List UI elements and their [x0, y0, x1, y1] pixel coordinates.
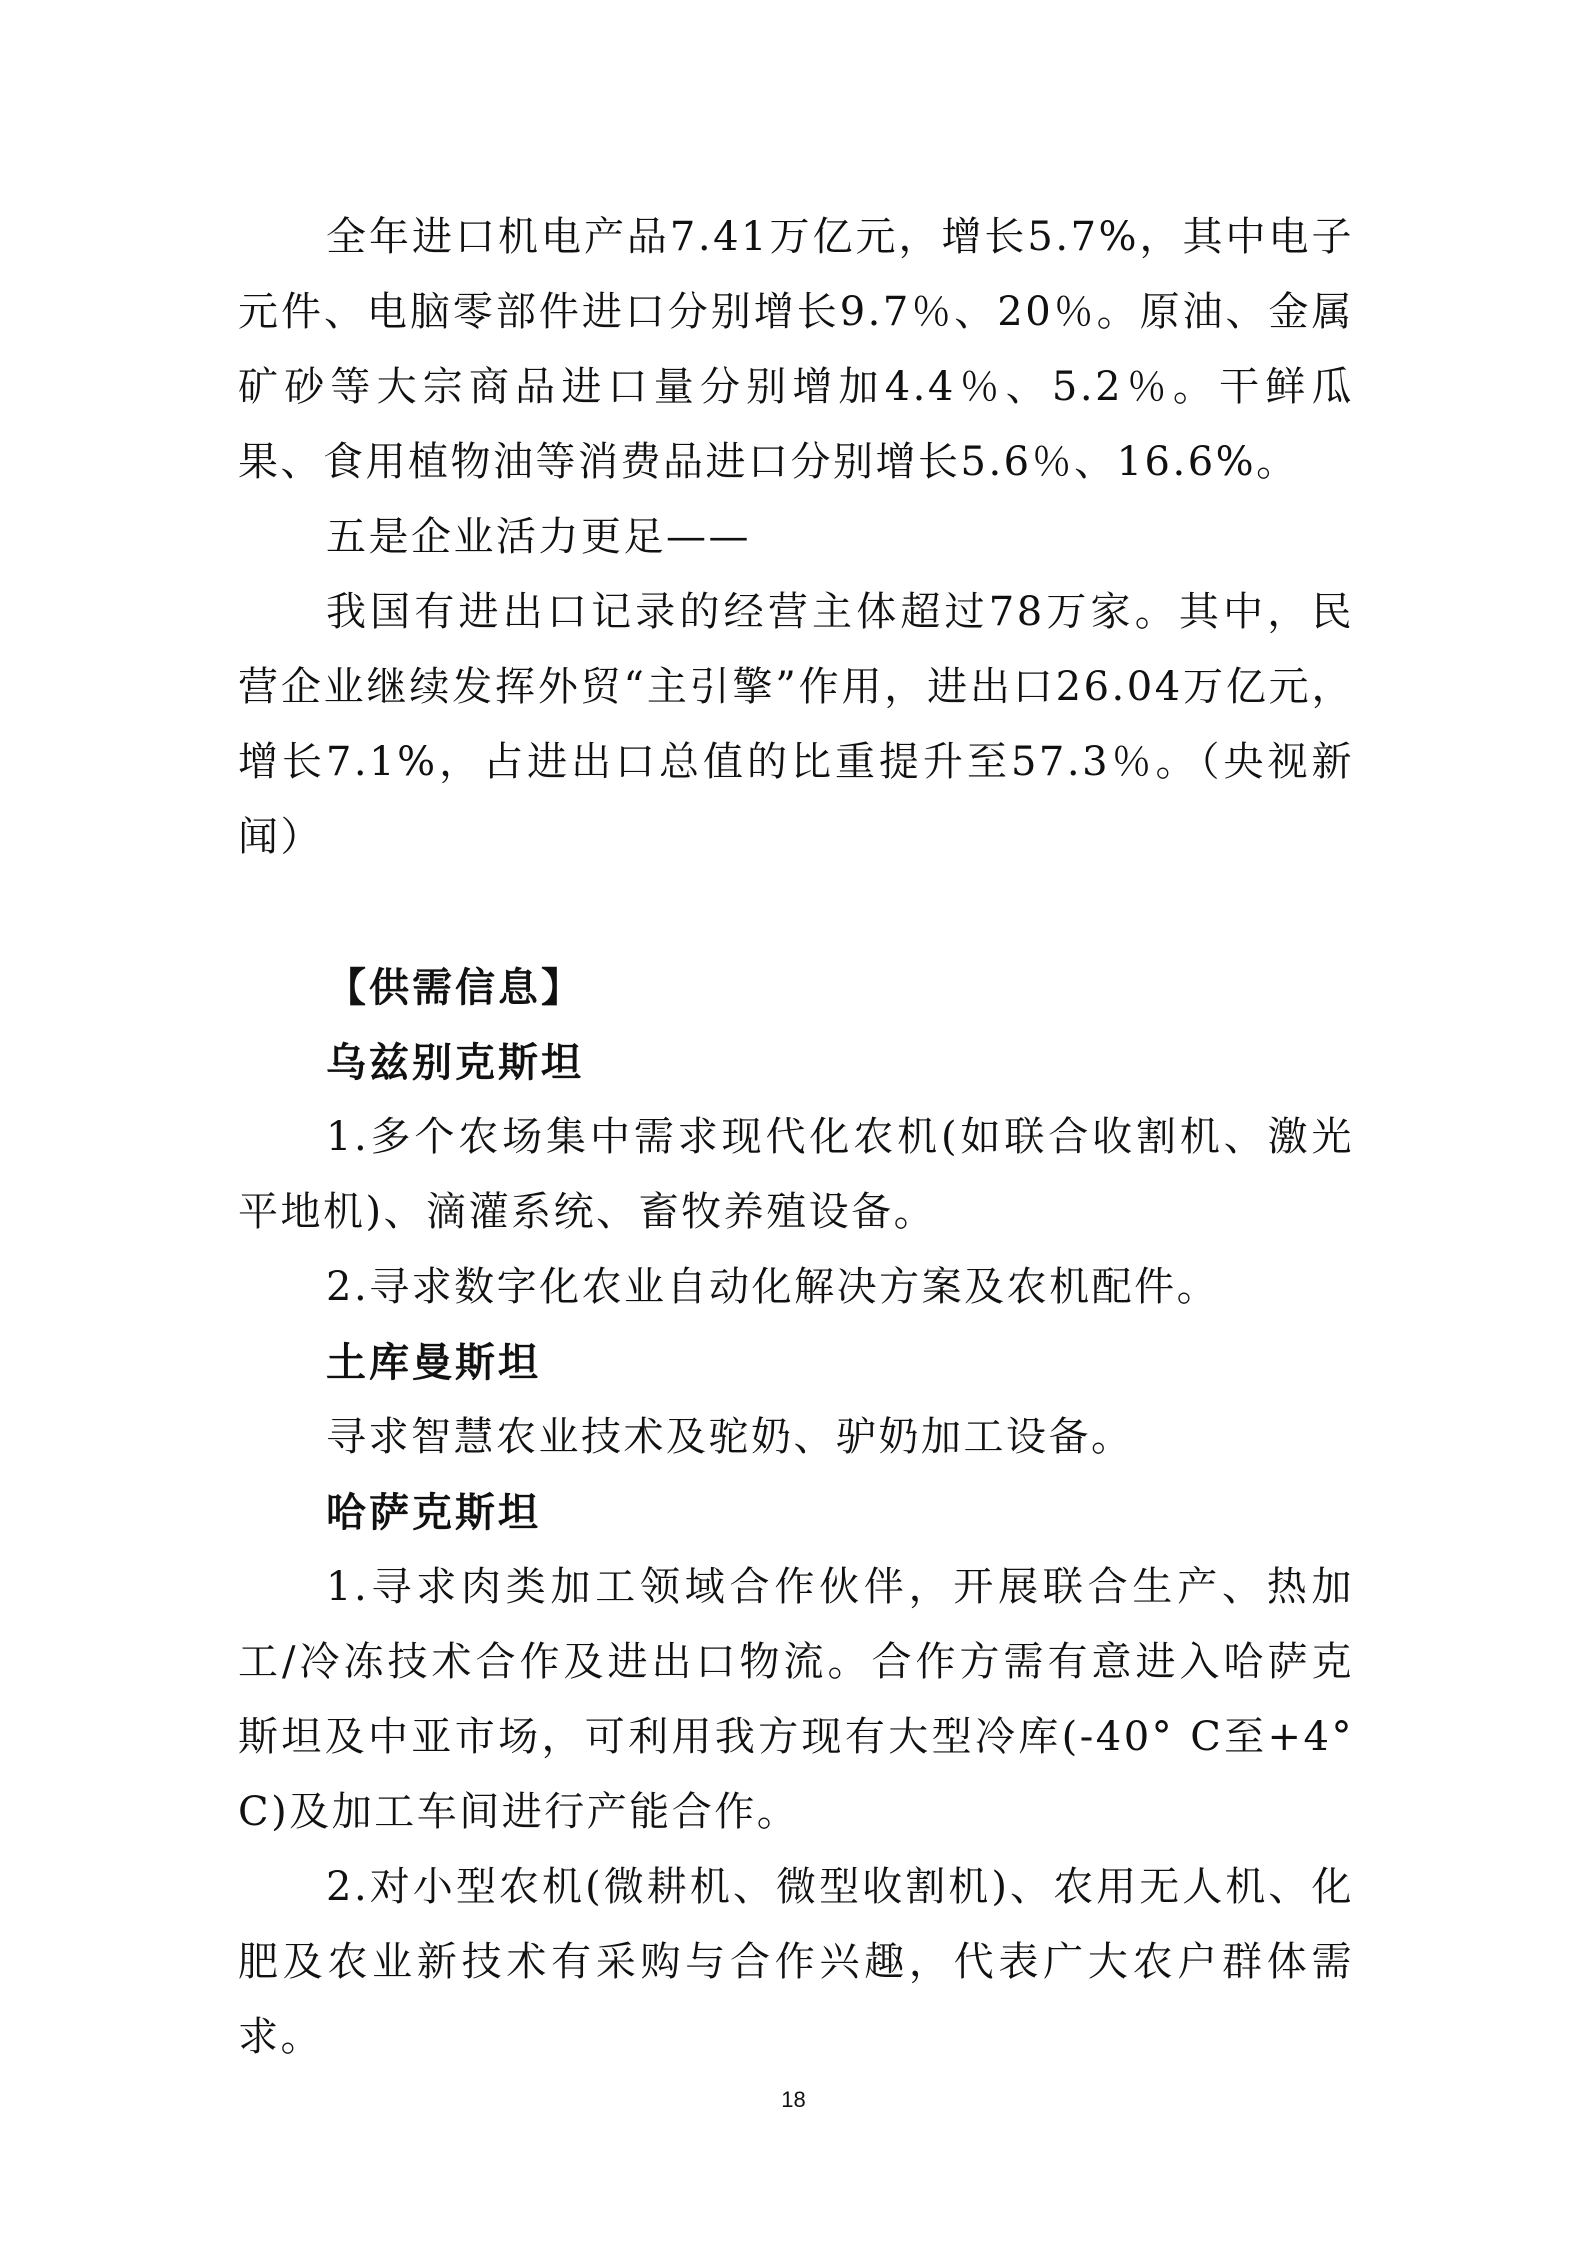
enterprises-paragraph: 我国有进出口记录的经营主体超过78万家。其中，民营企业继续发挥外贸“主引擎”作用，进出口26.04万亿元，增长7.1%，占进出口总值的比重提升至57.3％。（央视新闻） — [238, 589, 1354, 860]
turkmenistan-item-1: 寻求智慧农业技术及驼奶、驴奶加工设备。 — [326, 1414, 1134, 1460]
kazakhstan-item-1: 1.寻求肉类加工领域合作伙伴，开展联合生产、热加工/冷冻技术合作及进出口物流。合作方需有意进入哈萨克斯坦及中亚市场，可利用我方现有大型冷库(-40° C至+4° C)及加工车间进行产能合作。 — [238, 1564, 1354, 1835]
country-heading-kazakhstan: 哈萨克斯坦 — [326, 1489, 541, 1536]
uzbekistan-item-1: 1.多个农场集中需求现代化农机(如联合收割机、激光平地机)、滴灌系统、畜牧养殖设备。 — [238, 1114, 1354, 1235]
country-heading-turkmenistan: 土库曼斯坦 — [326, 1339, 541, 1386]
supply-demand-section-title: 【供需信息】 — [326, 964, 584, 1011]
kazakhstan-item-2: 2.对小型农机(微耕机、微型收割机)、农用无人机、化肥及农业新技术有采购与合作兴趣，代表广大农户群体需求。 — [238, 1864, 1354, 2060]
uzbekistan-item-2: 2.寻求数字化农业自动化解决方案及农机配件。 — [326, 1264, 1220, 1310]
point-five-title: 五是企业活力更足—— — [326, 514, 751, 560]
imports-paragraph: 全年进口机电产品7.41万亿元，增长5.7%，其中电子元件、电脑零部件进口分别增长9.7％、20％。原油、金属矿砂等大宗商品进口量分别增加4.4％、5.2％。干鲜瓜果、食用植物油等消费品进口分别增长5.6％、16.6%。 — [238, 214, 1354, 485]
page-number: 18 — [781, 2087, 806, 2112]
country-heading-uzbekistan: 乌兹别克斯坦 — [326, 1039, 584, 1086]
page-content — [238, 200, 1354, 2075]
